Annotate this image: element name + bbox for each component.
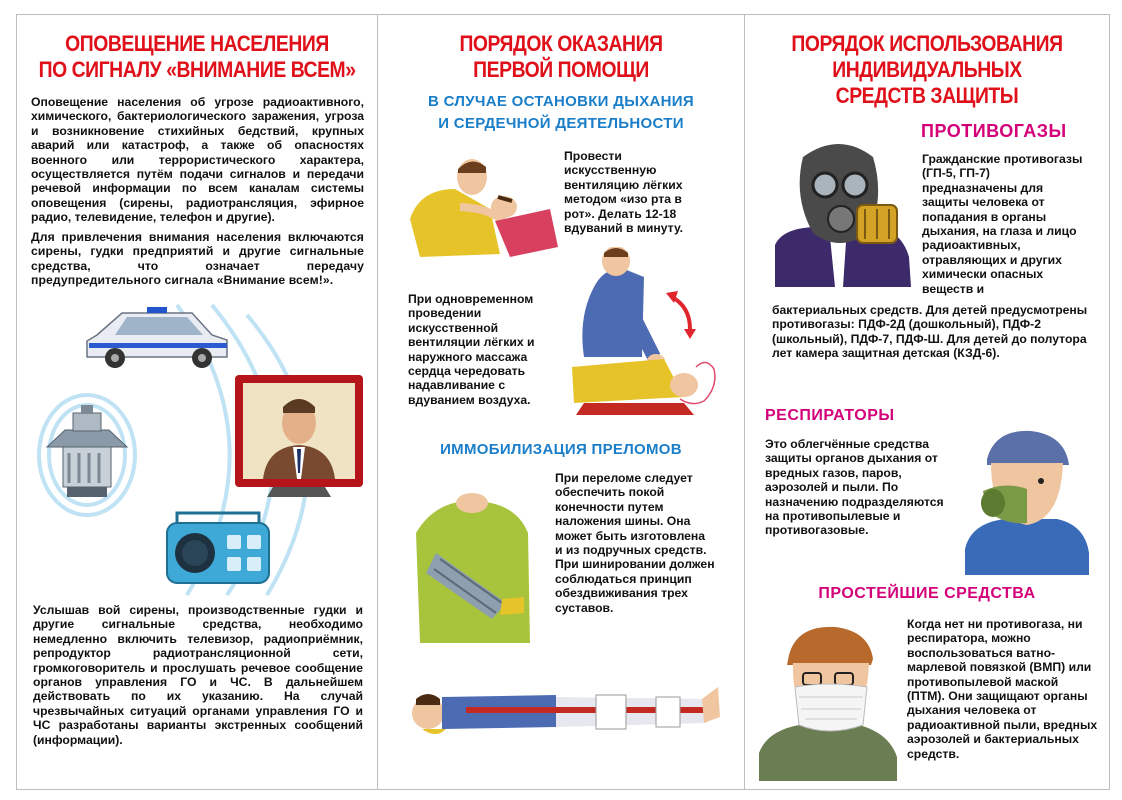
protection-title-line2: ИНДИВИДУАЛЬНЫХ	[832, 57, 1022, 82]
gauze-mask-icon	[795, 684, 867, 731]
gas-mask-illustration	[773, 137, 919, 287]
radio-icon	[167, 513, 269, 583]
shirt-icon	[965, 519, 1089, 575]
leg-splint-illustration	[406, 677, 722, 743]
cpr-illustration	[564, 247, 732, 417]
rescuer-shirt-icon	[410, 189, 500, 257]
protection-title	[767, 31, 1087, 109]
victim-shirt-icon	[572, 359, 684, 403]
simple-means-heading: ПРОСТЕЙШИЕ СРЕДСТВА	[818, 585, 1036, 602]
alert-title	[39, 31, 356, 83]
first-aid-title	[400, 31, 722, 83]
cardiac-arrest-heading-line2: И СЕРДЕЧНОЙ ДЕЯТЕЛЬНОСТИ	[438, 115, 684, 132]
alert-paragraph-1: Оповещение населения об угрозе радиоактивного, химического, бактериологического заражения, угроза и возникновение стихийных бедствий, крупных аварий или катастроф, а также об опасностях военного или террористического характера, осуществляется путём подачи сигналов и передачи речевой информации по всем каналам системы оповещения (сирены, радиотрансляция, эфирное радио, телевидение, телефон и другие).	[31, 95, 364, 225]
gas-mask-heading: ПРОТИВОГАЗЫ	[921, 121, 1067, 141]
panel-protection	[744, 14, 1110, 790]
alert-title-line1: ОПОВЕЩЕНИЕ НАСЕЛЕНИЯ	[65, 31, 329, 56]
alert-paragraph-2: Для привлечения внимания населения включаются сирены, гудки предприятий и другие сигнальные средства, что означает передачу предупредительного сигнала «Внимание всем!».	[31, 230, 364, 288]
motion-arrow-icon	[672, 297, 690, 329]
first-aid-title-line2: ПЕРВОЙ ПОМОЩИ	[473, 57, 649, 82]
cardiac-arrest-heading-line1: В СЛУЧАЕ ОСТАНОВКИ ДЫХАНИЯ	[428, 93, 694, 110]
panel-alert	[16, 14, 378, 790]
cardiac-arrest-heading	[378, 91, 744, 135]
mouth-to-mouth-illustration	[400, 149, 560, 267]
breathing-instruction: Провести искусственную вентиляцию лёгких методом «изо рта в рот». Делать 12-18 вдуваний в минуту.	[564, 149, 684, 236]
alert-devices-illustration	[27, 295, 372, 605]
first-aid-title-line1: ПОРЯДОК ОКАЗАНИЯ	[459, 31, 663, 56]
protection-title-line3: СРЕДСТВ ЗАЩИТЫ	[835, 83, 1019, 108]
respirator-illustration	[965, 429, 1089, 575]
respirator-heading: РЕСПИРАТОРЫ	[765, 407, 895, 424]
arm-splint-illustration	[406, 493, 536, 643]
television-icon	[235, 375, 363, 497]
cpr-instruction: При одновременном проведении искусственной вентиляции лёгких и наружного массажа сердца чередовать надавливание с вдуванием воздуха.	[408, 292, 535, 407]
cap-icon	[987, 431, 1069, 465]
gauze-mask-illustration	[759, 621, 899, 781]
respirator-text: Это облегчённые средства защиты органов дыхания от вредных газов, паров, аэрозолей и пыли. По назначению подразделяются на противопылевые и противогазовые.	[765, 437, 944, 538]
gas-mask-text-a: Гражданские противогазы (ГП-5, ГП-7) предназначены для защиты человека от попадания в органы дыхания, на глаза и лицо радиоактивных, отравляющих и других химически опасных веществ и	[922, 152, 1083, 296]
alert-paragraph-3: Услышав вой сирены, производственные гудки и другие сигнальные средства, необходимо немедленно включить телевизор, радиоприёмник, репродуктор радиотрансляционной сети, громкоговоритель и прослушать речевое сообщение органов управления ГО и ЧС. В дальнейшем действовать по их указанию. На случай чрезвычайных ситуаций органами управления ГО и ЧС разработаны варианты экстренных сообщений (информации).	[33, 603, 363, 747]
fracture-heading: ИММОБИЛИЗАЦИЯ ПРЕЛОМОВ	[440, 441, 682, 458]
simple-means-text: Когда нет ни противогаза, ни респиратора, можно воспользоваться ватно-марлевой повязкой (ВМП) или противопылевой маской (ПТМ). Они защищают органы дыхания человека от радиоактивной пыли, вредных аэрозолей и бактериальных средств.	[907, 617, 1098, 761]
jacket-icon	[759, 725, 897, 781]
fracture-instruction: При переломе следует обеспечить покой конечности путем наложения шины. Она может быть изготовлена и из подручных средств. При шинировании должен соблюдаться принцип обездвиживания трех суставов.	[555, 471, 715, 615]
panel-first-aid	[377, 14, 745, 790]
gas-mask-text-b: бактериальных средств. Для детей предусмотрены противогазы: ПДФ-2Д (дошкольный), ПДФ-2 (школьный), ПДФ-7, ПДФ-Ш. Для детей до полутора лет камера защитная детская (КЗД-6).	[772, 303, 1088, 361]
protection-title-line1: ПОРЯДОК ИСПОЛЬЗОВАНИЯ	[791, 31, 1063, 56]
alert-title-line2: ПО СИГНАЛУ «ВНИМАНИЕ ВСЕМ»	[38, 57, 356, 82]
cap-icon	[787, 627, 873, 665]
police-car-icon	[87, 307, 227, 368]
